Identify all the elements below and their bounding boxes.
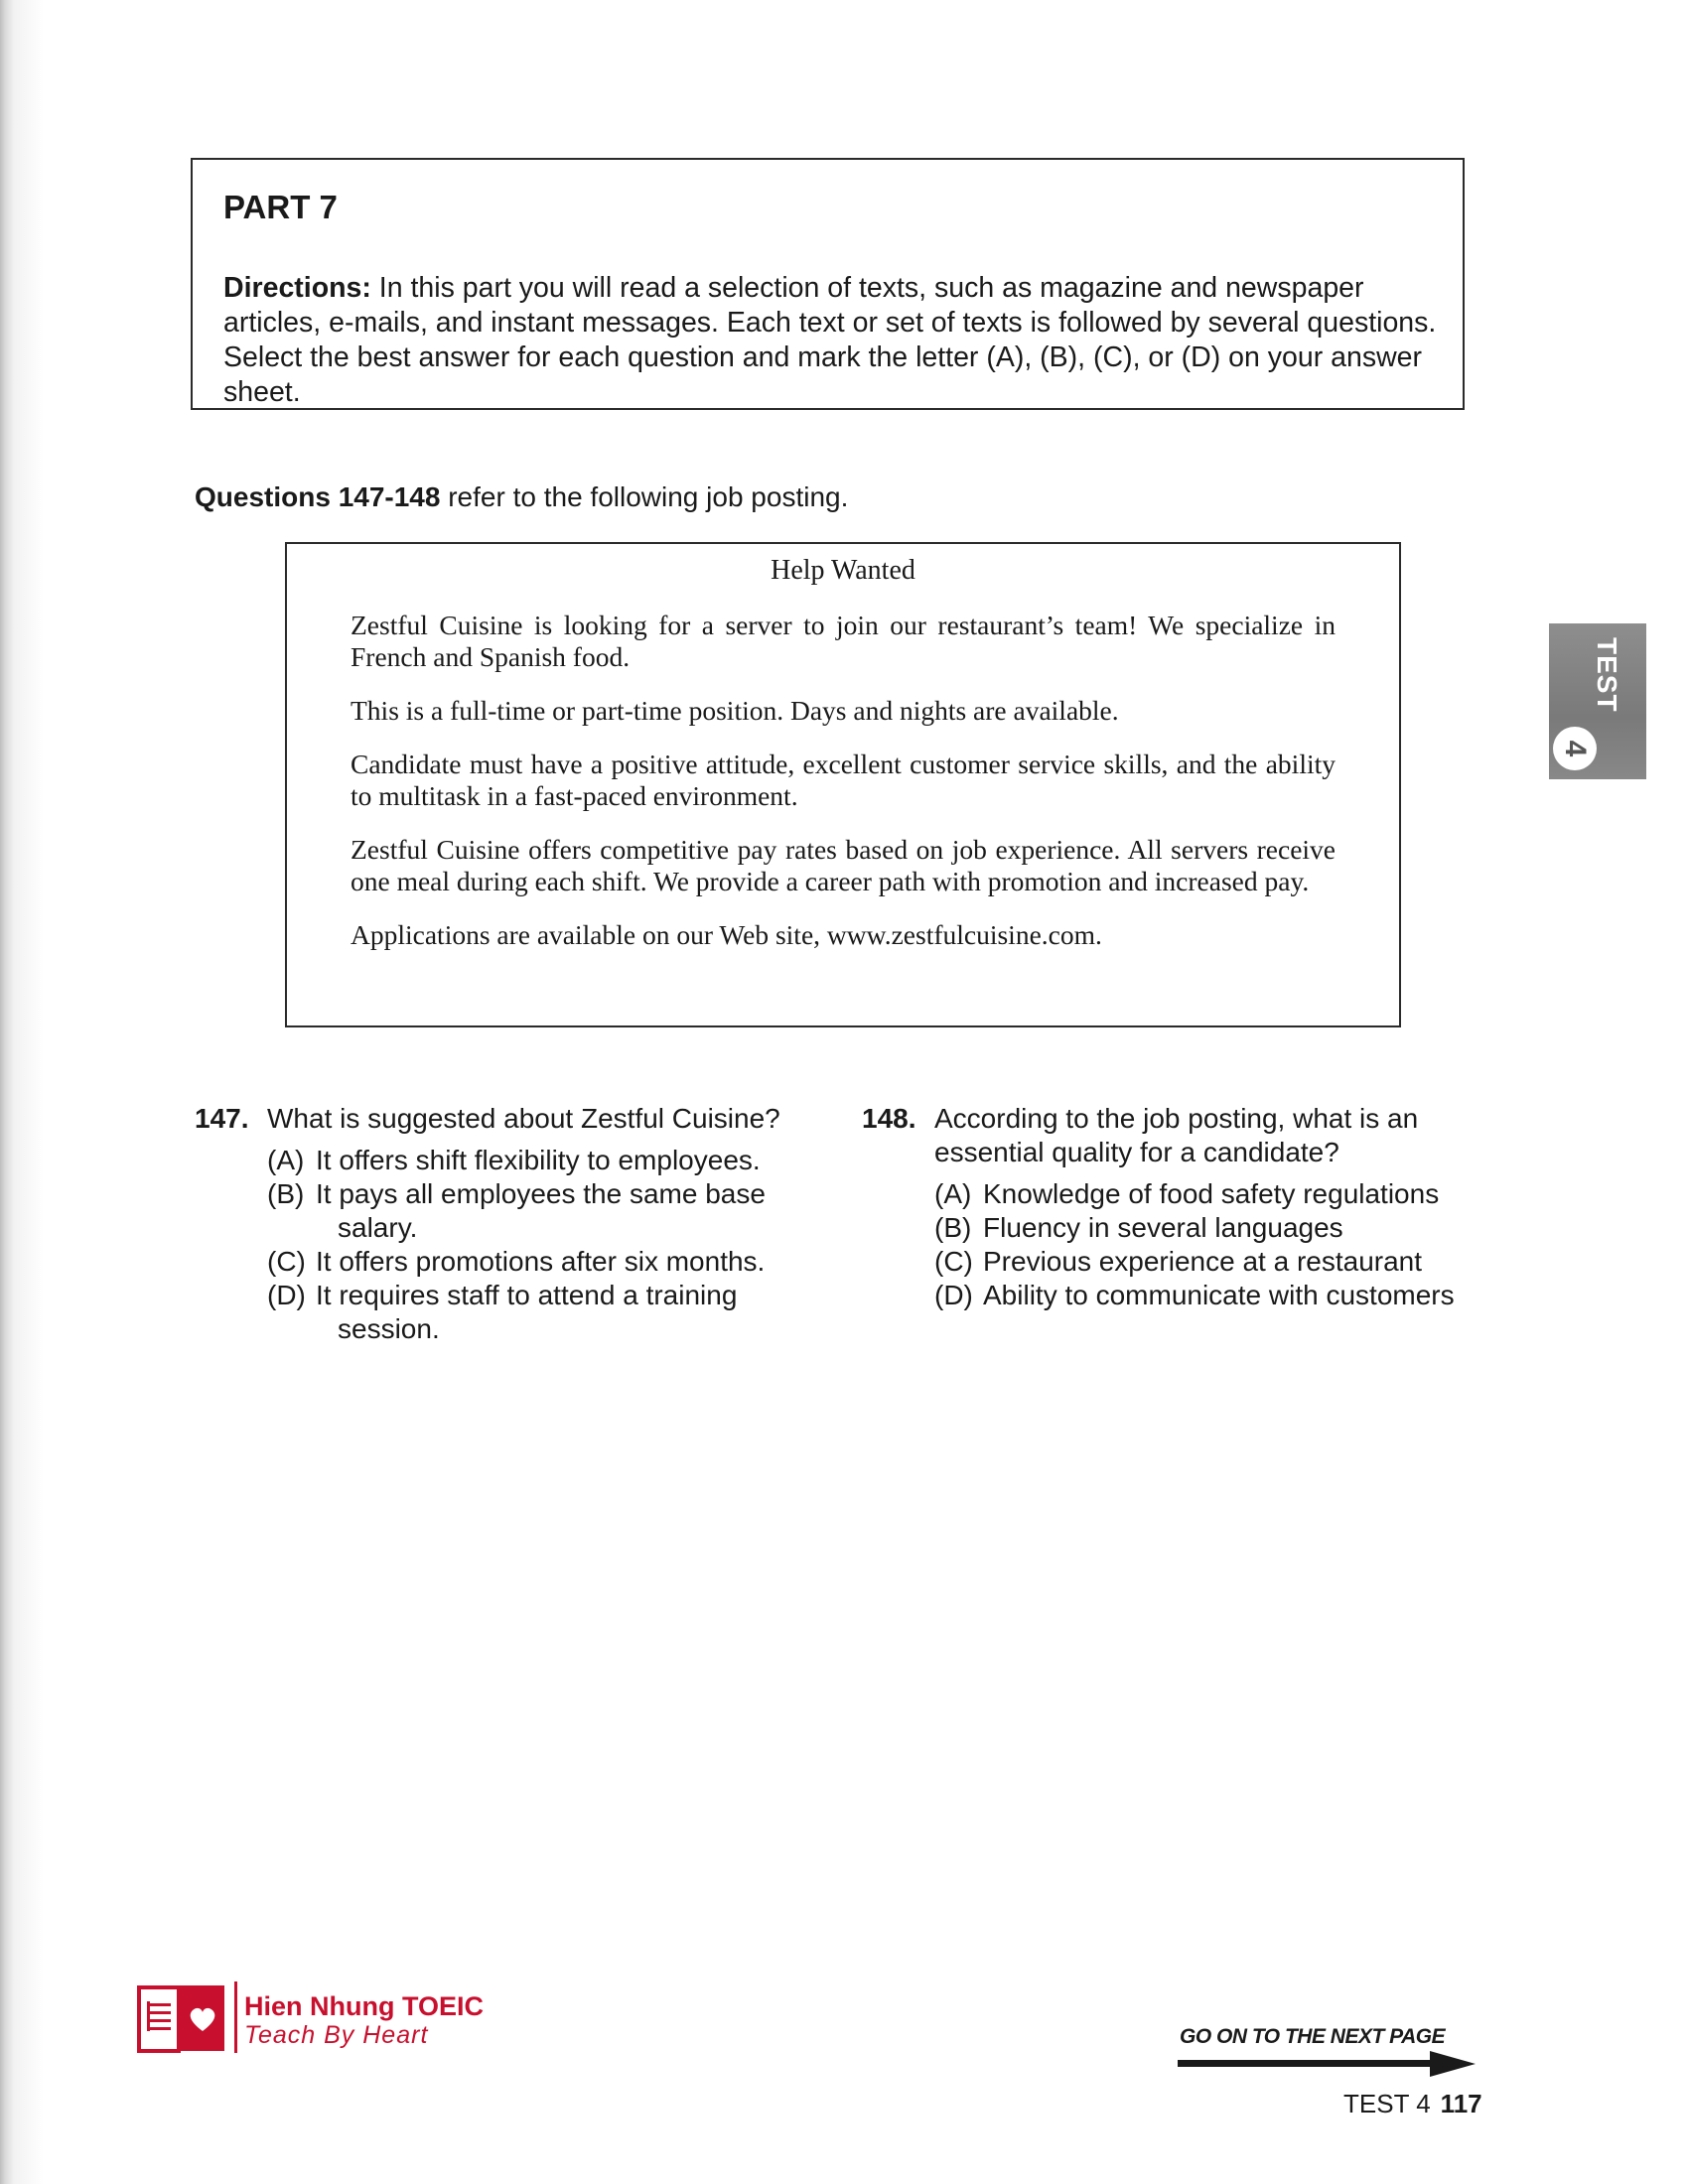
option-letter: (A)	[267, 1145, 305, 1175]
directions-text	[223, 271, 1445, 410]
question-147	[195, 1102, 810, 1346]
question-148	[862, 1102, 1477, 1312]
logo-tagline: Teach By Heart	[244, 2021, 429, 2049]
page-footer	[1343, 2089, 1482, 2119]
test-side-tab	[1549, 623, 1646, 779]
option-text: Previous experience at a restaurant	[983, 1246, 1423, 1277]
answer-options	[934, 1177, 1477, 1312]
option-text: It pays all employees the same base salary.	[316, 1178, 766, 1243]
next-page-arrow-icon	[1178, 2049, 1476, 2079]
posting-paragraph: Zestful Cuisine offers competitive pay rates based on job experience. All servers receive one meal during each shift. We provide a career path with promotion and increased pay.	[351, 834, 1336, 896]
option-text: Ability to communicate with customers	[983, 1280, 1455, 1310]
option-letter: (B)	[267, 1178, 305, 1209]
answer-options	[267, 1144, 810, 1346]
answer-option-d[interactable]	[267, 1279, 810, 1346]
side-tab-number: 4	[1553, 727, 1597, 770]
footer-test-label: TEST 4	[1343, 2089, 1431, 2118]
answer-option-b[interactable]	[267, 1177, 810, 1245]
question-stem: What is suggested about Zestful Cuisine?	[267, 1103, 780, 1134]
option-text: It offers shift flexibility to employees.	[316, 1145, 761, 1175]
directions-body: In this part you will read a selection of texts, such as magazine and newspaper articles, e-mails, and instant messages. Each text or set of texts is followed by several questions. Select the best answer for each question and mark the letter (A), (B), (C), or (D) on your answer sheet.	[223, 272, 1437, 408]
job-posting-title: Help Wanted	[771, 555, 915, 586]
posting-paragraph: This is a full-time or part-time position. Days and nights are available.	[351, 695, 1119, 726]
posting-paragraph: Zestful Cuisine is looking for a server to join our restaurant’s team! We specialize in French and Spanish food.	[351, 610, 1336, 672]
logo-divider	[234, 1981, 237, 2053]
option-letter: (A)	[934, 1178, 972, 1209]
go-to-next-page-label: GO ON TO THE NEXT PAGE	[1180, 2025, 1446, 2048]
part-directions-box	[191, 158, 1465, 410]
answer-option-b[interactable]	[934, 1211, 1477, 1245]
job-posting-body	[351, 610, 1336, 973]
scan-binding-shadow	[0, 0, 44, 2184]
option-letter: (C)	[934, 1246, 973, 1277]
answer-option-c[interactable]	[934, 1245, 1477, 1279]
option-text: Fluency in several languages	[983, 1212, 1343, 1243]
option-text: It offers promotions after six months.	[316, 1246, 766, 1277]
answer-option-d[interactable]	[934, 1279, 1477, 1312]
posting-paragraph: Applications are available on our Web site, www.zestfulcuisine.com.	[351, 919, 1102, 950]
answer-option-a[interactable]	[267, 1144, 810, 1177]
directions-label: Directions:	[223, 272, 371, 304]
side-tab-label: TEST	[1592, 637, 1622, 713]
page-number: 117	[1440, 2089, 1482, 2118]
question-number: 148.	[862, 1103, 916, 1134]
answer-option-c[interactable]	[267, 1245, 810, 1279]
questions-intro	[195, 481, 848, 513]
job-posting	[285, 542, 1401, 1027]
option-letter: (B)	[934, 1212, 972, 1243]
open-book-heart-icon	[135, 1981, 226, 2053]
question-number: 147.	[195, 1103, 249, 1134]
part-title: PART 7	[223, 189, 338, 225]
answer-option-a[interactable]	[934, 1177, 1477, 1211]
option-letter: (C)	[267, 1246, 306, 1277]
option-text: It requires staff to attend a training session.	[316, 1280, 738, 1344]
questions-range: Questions 147-148	[195, 481, 441, 512]
question-stem: According to the job posting, what is an essential quality for a candidate?	[934, 1103, 1419, 1167]
option-letter: (D)	[267, 1280, 306, 1310]
posting-paragraph: Candidate must have a positive attitude, excellent customer service skills, and the ability to multitask in a fast-paced environment.	[351, 749, 1336, 811]
logo-name: Hien Nhung TOEIC	[244, 1991, 484, 2021]
questions-intro-text: refer to the following job posting.	[440, 481, 849, 512]
option-text: Knowledge of food safety regulations	[983, 1178, 1440, 1209]
option-letter: (D)	[934, 1280, 973, 1310]
